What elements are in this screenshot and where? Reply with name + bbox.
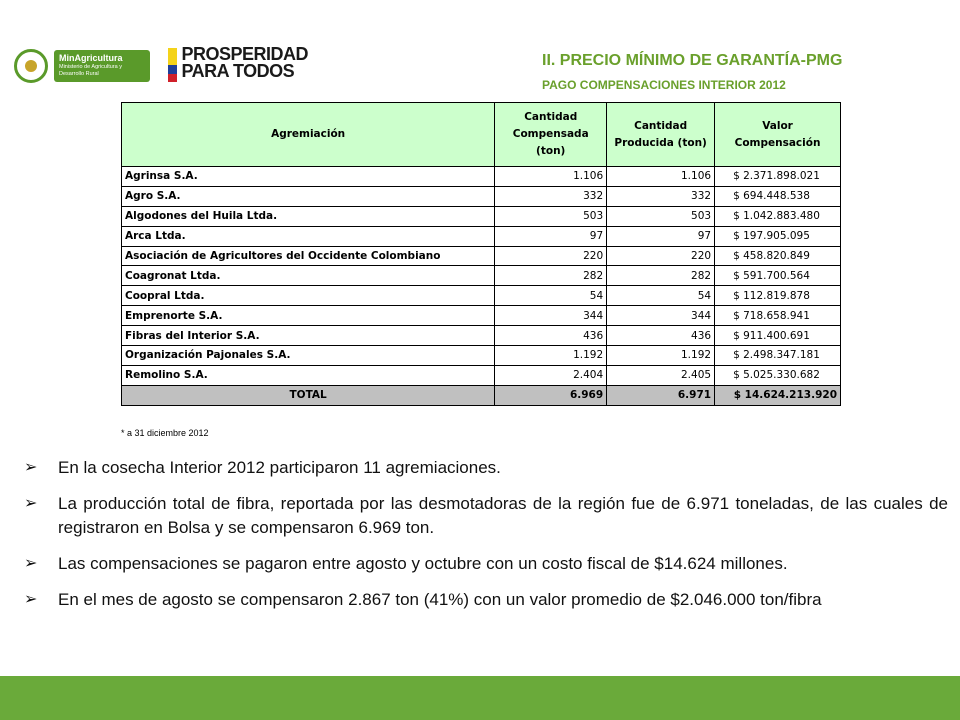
bullet-text: En el mes de agosto se compensaron 2.867 ton (41%) con un valor promedio de $2.046.000 ton/fibra — [58, 590, 822, 609]
table-row — [122, 266, 841, 286]
table-row — [122, 186, 841, 206]
bullet-text: En la cosecha Interior 2012 participaron 11 agremiaciones. — [58, 458, 501, 477]
ministry-subtitle: Ministerio de Agricultura y Desarrollo Rural — [59, 64, 122, 77]
table-row — [122, 346, 841, 366]
cantidad-producida-cell: 220 — [607, 246, 715, 266]
total-valor-cell: $ 14.624.213.920 — [715, 385, 841, 405]
valor-compensacion-cell: $ 5.025.330.682 — [715, 365, 841, 385]
cantidad-producida-cell: 436 — [607, 326, 715, 346]
bullet-item — [24, 588, 948, 612]
agremiacion-cell: Asociación de Agricultores del Occidente Colombiano — [122, 246, 495, 266]
valor-compensacion-cell: $ 694.448.538 — [715, 186, 841, 206]
table-row — [122, 226, 841, 246]
agremiacion-cell: Coopral Ltda. — [122, 286, 495, 306]
cantidad-producida-cell: 282 — [607, 266, 715, 286]
cantidad-producida-cell: 2.405 — [607, 365, 715, 385]
cantidad-compensada-cell: 332 — [495, 186, 607, 206]
bullet-text: Las compensaciones se pagaron entre agosto y octubre con un costo fiscal de $14.624 millones. — [58, 554, 788, 573]
colombia-flag-icon — [168, 48, 177, 82]
cantidad-compensada-cell: 1.192 — [495, 346, 607, 366]
bullet-item — [24, 552, 948, 576]
prosperidad-line1: PROSPERIDAD — [181, 44, 308, 64]
agremiacion-cell: Coagronat Ltda. — [122, 266, 495, 286]
footer-bar — [0, 676, 960, 720]
bullet-item — [24, 492, 948, 540]
agremiacion-cell: Remolino S.A. — [122, 365, 495, 385]
valor-compensacion-cell: $ 2.498.347.181 — [715, 346, 841, 366]
table-row — [122, 246, 841, 266]
coat-of-arms-icon — [14, 49, 48, 83]
cantidad-compensada-cell: 220 — [495, 246, 607, 266]
total-row — [122, 385, 841, 405]
cantidad-producida-cell: 54 — [607, 286, 715, 306]
table-row — [122, 306, 841, 326]
total-label-cell: TOTAL — [122, 385, 495, 405]
table-footnote: * a 31 diciembre 2012 — [121, 428, 209, 438]
arrow-bullet-icon: ➢ — [24, 555, 38, 572]
cantidad-compensada-cell: 54 — [495, 286, 607, 306]
page-subtitle: PAGO COMPENSACIONES INTERIOR 2012 — [542, 78, 786, 92]
cantidad-producida-cell: 1.192 — [607, 346, 715, 366]
cantidad-producida-cell: 503 — [607, 206, 715, 226]
cantidad-producida-cell: 1.106 — [607, 167, 715, 187]
agremiacion-cell: Agro S.A. — [122, 186, 495, 206]
bullet-item — [24, 456, 948, 480]
valor-compensacion-cell: $ 458.820.849 — [715, 246, 841, 266]
valor-compensacion-cell: $ 591.700.564 — [715, 266, 841, 286]
table-header-row — [122, 103, 841, 167]
bullet-text: La producción total de fibra, reportada por las desmotadoras de la región fue de 6.971 toneladas, de las cuales de registraron en Bolsa y se compensaron 6.969 ton. — [58, 494, 948, 537]
arrow-bullet-icon: ➢ — [24, 459, 38, 476]
prosperidad-logo — [168, 46, 308, 84]
total-compensada-cell: 6.969 — [495, 385, 607, 405]
valor-compensacion-cell: $ 2.371.898.021 — [715, 167, 841, 187]
arrow-bullet-icon: ➢ — [24, 495, 38, 512]
agremiacion-cell: Agrinsa S.A. — [122, 167, 495, 187]
cantidad-producida-cell: 97 — [607, 226, 715, 246]
bullet-list — [24, 456, 948, 624]
compensation-table — [121, 102, 841, 406]
header-cantidad-compensada: Cantidad Compensada (ton) — [495, 103, 607, 167]
table-row — [122, 365, 841, 385]
table-row — [122, 286, 841, 306]
minagricultura-logo — [14, 46, 152, 86]
agremiacion-cell: Fibras del Interior S.A. — [122, 326, 495, 346]
cantidad-producida-cell: 344 — [607, 306, 715, 326]
ministry-name: MinAgricultura — [59, 53, 123, 63]
agremiacion-cell: Arca Ltda. — [122, 226, 495, 246]
cantidad-compensada-cell: 2.404 — [495, 365, 607, 385]
ministry-badge — [54, 50, 150, 82]
header-valor-compensacion: Valor Compensación — [715, 103, 841, 167]
cantidad-compensada-cell: 1.106 — [495, 167, 607, 187]
agremiacion-cell: Organización Pajonales S.A. — [122, 346, 495, 366]
cantidad-compensada-cell: 282 — [495, 266, 607, 286]
valor-compensacion-cell: $ 911.400.691 — [715, 326, 841, 346]
table-row — [122, 206, 841, 226]
agremiacion-cell: Algodones del Huila Ltda. — [122, 206, 495, 226]
cantidad-compensada-cell: 436 — [495, 326, 607, 346]
table-row — [122, 167, 841, 187]
valor-compensacion-cell: $ 1.042.883.480 — [715, 206, 841, 226]
agremiacion-cell: Emprenorte S.A. — [122, 306, 495, 326]
cantidad-compensada-cell: 344 — [495, 306, 607, 326]
total-producida-cell: 6.971 — [607, 385, 715, 405]
valor-compensacion-cell: $ 112.819.878 — [715, 286, 841, 306]
cantidad-producida-cell: 332 — [607, 186, 715, 206]
cantidad-compensada-cell: 503 — [495, 206, 607, 226]
page-title: II. PRECIO MÍNIMO DE GARANTÍA-PMG — [542, 52, 843, 69]
table-row — [122, 326, 841, 346]
prosperidad-line2: PARA TODOS — [181, 61, 295, 81]
header-cantidad-producida: Cantidad Producida (ton) — [607, 103, 715, 167]
header-agremiacion: Agremiación — [122, 103, 495, 167]
cantidad-compensada-cell: 97 — [495, 226, 607, 246]
valor-compensacion-cell: $ 718.658.941 — [715, 306, 841, 326]
arrow-bullet-icon: ➢ — [24, 591, 38, 608]
valor-compensacion-cell: $ 197.905.095 — [715, 226, 841, 246]
